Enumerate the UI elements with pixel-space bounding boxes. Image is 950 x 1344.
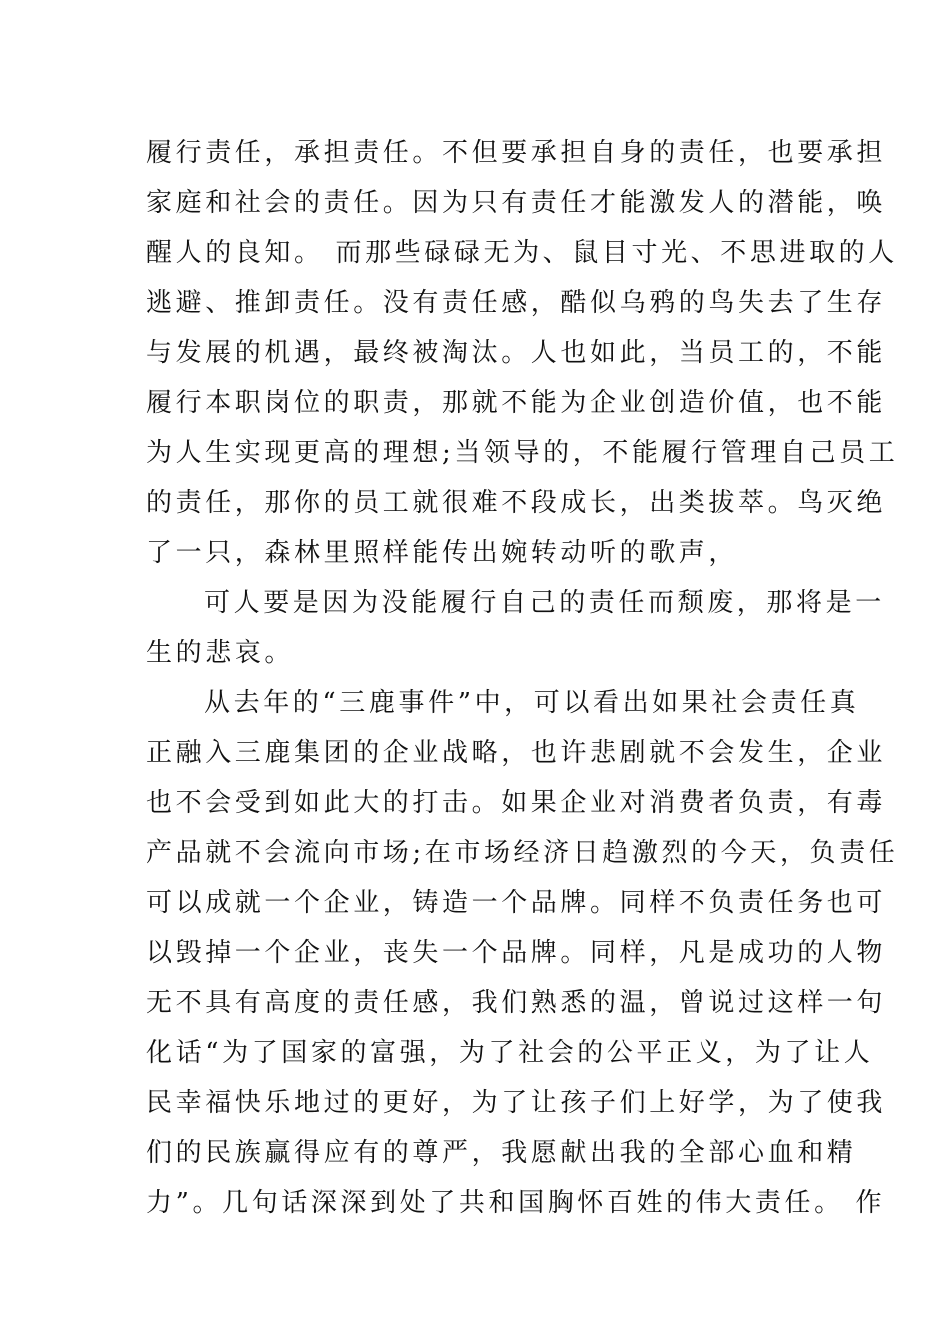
- text-line: 的责任，那你的员工就很难不段成长，出类拔萃。鸟灭绝: [146, 488, 887, 518]
- paragraph: [146, 678, 899, 1228]
- text-line: 从去年的“三鹿事件”中，可以看出如果社会责任真: [204, 688, 860, 718]
- text-line: 生的悲哀。: [146, 638, 295, 668]
- text-line: 了一只，森林里照样能传出婉转动听的歌声，: [146, 538, 739, 568]
- text-line: 醒人的良知。 而那些碌碌无为、鼠目寸光、不思进取的人: [146, 238, 898, 268]
- text-line: 民幸福快乐地过的更好，为了让孩子们上好学，为了使我: [146, 1088, 887, 1118]
- text-line: 可以成就一个企业，铸造一个品牌。同样不负责任务也可: [146, 888, 887, 918]
- text-line: 为人生实现更高的理想;当领导的，不能履行管理自己员工: [146, 438, 899, 468]
- text-line: 逃避、推卸责任。没有责任感，酷似乌鸦的鸟失去了生存: [146, 288, 887, 318]
- text-line: 可人要是因为没能履行自己的责任而颓废，那将是一: [204, 588, 885, 618]
- text-line: 履行本职岗位的职责，那就不能为企业创造价值，也不能: [146, 388, 887, 418]
- paragraph: [146, 128, 899, 578]
- text-line: 履行责任，承担责任。不但要承担自身的责任，也要承担: [146, 138, 887, 168]
- text-line: 产品就不会流向市场;在市场经济日趋激烈的今天，负责任: [146, 838, 899, 868]
- text-line: 无不具有高度的责任感，我们熟悉的温，曾说过这样一句: [146, 988, 887, 1018]
- text-line: 化话“为了国家的富强，为了社会的公平正义，为了让人: [146, 1038, 874, 1068]
- text-line: 们的民族赢得应有的尊严，我愿献出我的全部心血和精: [146, 1138, 857, 1168]
- text-line: 正融入三鹿集团的企业战略，也许悲剧就不会发生，企业: [146, 738, 887, 768]
- text-line: 力”。几句话深深到处了共和国胸怀百姓的伟大责任。 作: [146, 1188, 886, 1218]
- text-line: 也不会受到如此大的打击。如果企业对消费者负责，有毒: [146, 788, 887, 818]
- text-line: 家庭和社会的责任。因为只有责任才能激发人的潜能，唤: [146, 188, 887, 218]
- body-text: [146, 128, 899, 1228]
- text-line: 与发展的机遇，最终被淘汰。人也如此，当员工的，不能: [146, 338, 887, 368]
- text-line: 以毁掉一个企业，丧失一个品牌。同样，凡是成功的人物: [146, 938, 887, 968]
- paragraph: [146, 578, 885, 678]
